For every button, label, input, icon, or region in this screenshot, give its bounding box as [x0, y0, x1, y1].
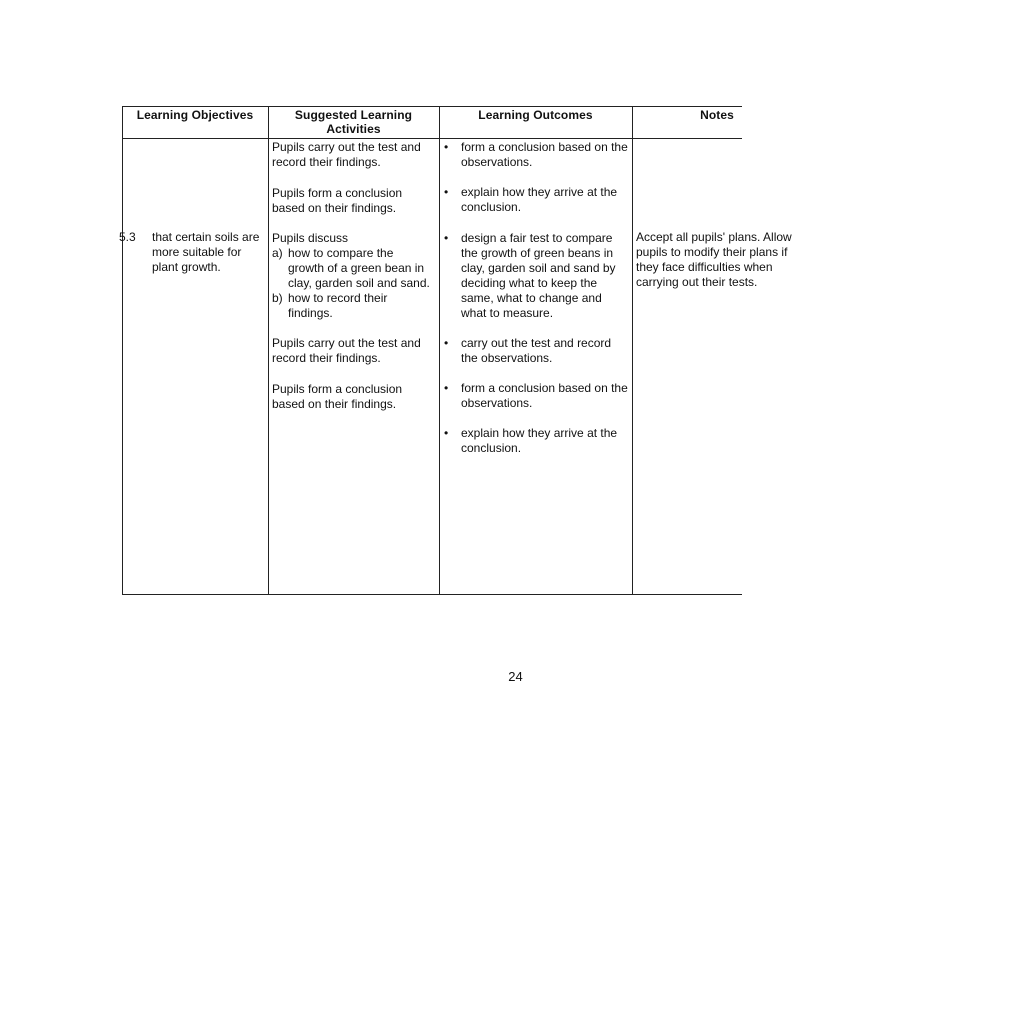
- activity-text: Pupils form a conclusion based on their findings.: [272, 186, 403, 215]
- learning-objective: [119, 230, 265, 275]
- activity-intro: Pupils discuss: [272, 231, 349, 245]
- bullet-icon: •: [444, 185, 449, 199]
- outcome-text: explain how they arrive at the conclusion.: [461, 426, 618, 455]
- bullet-icon: •: [444, 231, 449, 245]
- sub-item-text: how to record their findings.: [288, 291, 388, 320]
- outcome-text: form a conclusion based on the observations.: [461, 140, 628, 169]
- header-bottom-border: [122, 138, 742, 139]
- outcome-item: [440, 140, 630, 170]
- activity-text: Pupils carry out the test and record their findings.: [272, 140, 421, 169]
- bullet-icon: •: [444, 336, 449, 350]
- outcome-text: carry out the test and record the observations.: [461, 336, 612, 365]
- objective-text: that certain soils are more suitable for plant growth.: [152, 230, 260, 274]
- outcome-item: [440, 185, 630, 215]
- objective-number: 5.3: [119, 230, 136, 244]
- activity-sub-item: [272, 291, 432, 321]
- header-learning-objectives: Learning Objectives: [136, 108, 254, 122]
- sub-item-text: how to compare the growth of a green bean in clay, garden soil and sand.: [288, 246, 430, 290]
- outcome-text: design a fair test to compare the growth of green beans in clay, garden soil and sand by deciding what to keep the same, what to change and what to measure.: [461, 231, 616, 320]
- header-suggested-activities: Suggested Learning Activities: [294, 108, 413, 136]
- header-notes: Notes: [700, 108, 734, 122]
- outcomes-cell: [440, 140, 630, 471]
- column-divider: [268, 106, 269, 595]
- sub-item-letter: a): [272, 246, 283, 260]
- header-learning-outcomes: Learning Outcomes: [478, 108, 593, 122]
- table-bottom-border: [122, 594, 742, 595]
- activities-cell: [272, 140, 432, 428]
- bullet-icon: •: [444, 381, 449, 395]
- outcome-text: explain how they arrive at the conclusion.: [461, 185, 618, 214]
- outcome-text: form a conclusion based on the observations.: [461, 381, 628, 410]
- outcome-item: [440, 426, 630, 456]
- notes-cell: Accept all pupils' plans. Allow pupils to modify their plans if they face difficulties when carrying out their tests.: [636, 230, 792, 289]
- outcome-item: [440, 231, 630, 321]
- syllabus-table: [119, 106, 792, 596]
- activity-sub-item: [272, 246, 432, 291]
- activity-text: Pupils form a conclusion based on their findings.: [272, 382, 403, 411]
- page-number: 24: [508, 669, 523, 684]
- outcome-item: [440, 381, 630, 411]
- column-divider: [632, 106, 633, 595]
- table-top-border: [122, 106, 742, 107]
- column-divider: [122, 106, 123, 595]
- outcome-item: [440, 336, 630, 366]
- bullet-icon: •: [444, 426, 449, 440]
- activity-text: Pupils carry out the test and record their findings.: [272, 336, 421, 365]
- sub-item-letter: b): [272, 291, 283, 305]
- bullet-icon: •: [444, 140, 449, 154]
- objective-cell: [119, 230, 265, 275]
